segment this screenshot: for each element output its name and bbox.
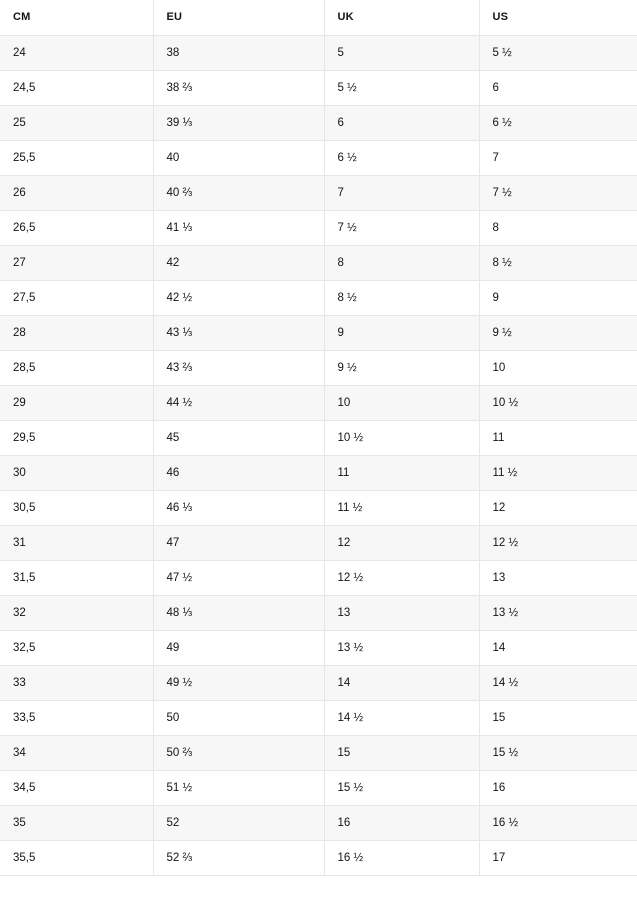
- table-cell-us: 11: [479, 420, 637, 455]
- table-cell-uk: 14: [324, 665, 479, 700]
- table-cell-eu: 52 ⅔: [153, 840, 324, 875]
- table-cell-us: 16: [479, 770, 637, 805]
- table-cell-uk: 16: [324, 805, 479, 840]
- table-cell-us: 14 ½: [479, 665, 637, 700]
- table-cell-cm: 28: [0, 315, 153, 350]
- table-cell-eu: 44 ½: [153, 385, 324, 420]
- table-cell-us: 10 ½: [479, 385, 637, 420]
- table-body: [0, 35, 637, 875]
- table-cell-us: 5 ½: [479, 35, 637, 70]
- table-cell-cm: 27: [0, 245, 153, 280]
- table-row: [0, 105, 637, 140]
- table-cell-cm: 32: [0, 595, 153, 630]
- table-cell-eu: 46: [153, 455, 324, 490]
- table-row: [0, 735, 637, 770]
- table-cell-cm: 29: [0, 385, 153, 420]
- column-header-cm: CM: [0, 0, 153, 35]
- table-cell-us: 12 ½: [479, 525, 637, 560]
- table-cell-us: 6 ½: [479, 105, 637, 140]
- table-row: [0, 210, 637, 245]
- table-cell-cm: 24: [0, 35, 153, 70]
- table-cell-eu: 39 ⅓: [153, 105, 324, 140]
- table-cell-eu: 48 ⅓: [153, 595, 324, 630]
- table-row: [0, 665, 637, 700]
- table-row: [0, 560, 637, 595]
- table-cell-eu: 42: [153, 245, 324, 280]
- table-cell-uk: 14 ½: [324, 700, 479, 735]
- table-cell-eu: 40: [153, 140, 324, 175]
- table-cell-uk: 7 ½: [324, 210, 479, 245]
- table-cell-eu: 45: [153, 420, 324, 455]
- table-cell-uk: 16 ½: [324, 840, 479, 875]
- table-cell-us: 8: [479, 210, 637, 245]
- table-cell-uk: 13 ½: [324, 630, 479, 665]
- table-row: [0, 490, 637, 525]
- table-cell-us: 11 ½: [479, 455, 637, 490]
- table-cell-cm: 30: [0, 455, 153, 490]
- table-cell-us: 15: [479, 700, 637, 735]
- table-row: [0, 315, 637, 350]
- table-cell-us: 6: [479, 70, 637, 105]
- table-cell-uk: 8: [324, 245, 479, 280]
- table-cell-cm: 33: [0, 665, 153, 700]
- column-header-eu: EU: [153, 0, 324, 35]
- table-cell-us: 9 ½: [479, 315, 637, 350]
- table-cell-eu: 51 ½: [153, 770, 324, 805]
- table-cell-eu: 42 ½: [153, 280, 324, 315]
- table-row: [0, 350, 637, 385]
- table-cell-cm: 26: [0, 175, 153, 210]
- table-cell-uk: 11: [324, 455, 479, 490]
- table-cell-uk: 6 ½: [324, 140, 479, 175]
- table-row: [0, 630, 637, 665]
- table-cell-cm: 35,5: [0, 840, 153, 875]
- table-cell-eu: 46 ⅓: [153, 490, 324, 525]
- table-cell-eu: 38: [153, 35, 324, 70]
- table-cell-us: 13: [479, 560, 637, 595]
- table-cell-us: 9: [479, 280, 637, 315]
- table-cell-uk: 8 ½: [324, 280, 479, 315]
- table-cell-uk: 9 ½: [324, 350, 479, 385]
- table-row: [0, 140, 637, 175]
- table-cell-us: 16 ½: [479, 805, 637, 840]
- table-row: [0, 35, 637, 70]
- table-cell-cm: 24,5: [0, 70, 153, 105]
- table-cell-uk: 13: [324, 595, 479, 630]
- table-row: [0, 770, 637, 805]
- table-row: [0, 805, 637, 840]
- table-row: [0, 280, 637, 315]
- table-cell-cm: 27,5: [0, 280, 153, 315]
- table-cell-cm: 30,5: [0, 490, 153, 525]
- table-cell-us: 10: [479, 350, 637, 385]
- table-cell-eu: 41 ⅓: [153, 210, 324, 245]
- table-cell-cm: 31,5: [0, 560, 153, 595]
- table-row: [0, 700, 637, 735]
- table-cell-uk: 12: [324, 525, 479, 560]
- table-cell-uk: 5 ½: [324, 70, 479, 105]
- table-row: [0, 245, 637, 280]
- table-cell-uk: 6: [324, 105, 479, 140]
- table-cell-eu: 38 ⅔: [153, 70, 324, 105]
- table-cell-us: 14: [479, 630, 637, 665]
- table-cell-us: 8 ½: [479, 245, 637, 280]
- table-row: [0, 455, 637, 490]
- table-cell-uk: 15: [324, 735, 479, 770]
- table-cell-uk: 10: [324, 385, 479, 420]
- table-cell-eu: 52: [153, 805, 324, 840]
- table-row: [0, 840, 637, 875]
- table-cell-us: 12: [479, 490, 637, 525]
- table-cell-eu: 43 ⅔: [153, 350, 324, 385]
- table-cell-cm: 35: [0, 805, 153, 840]
- table-cell-us: 7: [479, 140, 637, 175]
- table-cell-eu: 49 ½: [153, 665, 324, 700]
- table-cell-us: 13 ½: [479, 595, 637, 630]
- table-cell-cm: 28,5: [0, 350, 153, 385]
- table-cell-cm: 34: [0, 735, 153, 770]
- table-cell-uk: 7: [324, 175, 479, 210]
- table-cell-uk: 11 ½: [324, 490, 479, 525]
- table-cell-eu: 47: [153, 525, 324, 560]
- table-cell-cm: 32,5: [0, 630, 153, 665]
- table-header-row: [0, 0, 637, 35]
- table-row: [0, 420, 637, 455]
- table-cell-cm: 29,5: [0, 420, 153, 455]
- table-cell-eu: 50 ⅔: [153, 735, 324, 770]
- table-row: [0, 525, 637, 560]
- table-row: [0, 595, 637, 630]
- table-cell-uk: 5: [324, 35, 479, 70]
- table-cell-cm: 34,5: [0, 770, 153, 805]
- table-cell-eu: 40 ⅔: [153, 175, 324, 210]
- table-cell-cm: 25,5: [0, 140, 153, 175]
- table-cell-cm: 26,5: [0, 210, 153, 245]
- table-cell-cm: 33,5: [0, 700, 153, 735]
- table-cell-uk: 10 ½: [324, 420, 479, 455]
- table-cell-eu: 47 ½: [153, 560, 324, 595]
- table-row: [0, 175, 637, 210]
- table-row: [0, 385, 637, 420]
- table-cell-eu: 49: [153, 630, 324, 665]
- table-header: [0, 0, 637, 35]
- table-cell-cm: 25: [0, 105, 153, 140]
- table-cell-uk: 9: [324, 315, 479, 350]
- table-cell-us: 15 ½: [479, 735, 637, 770]
- table-cell-uk: 12 ½: [324, 560, 479, 595]
- column-header-uk: UK: [324, 0, 479, 35]
- table-cell-eu: 50: [153, 700, 324, 735]
- table-cell-uk: 15 ½: [324, 770, 479, 805]
- table-cell-eu: 43 ⅓: [153, 315, 324, 350]
- table-cell-us: 17: [479, 840, 637, 875]
- column-header-us: US: [479, 0, 637, 35]
- table-cell-us: 7 ½: [479, 175, 637, 210]
- table-cell-cm: 31: [0, 525, 153, 560]
- table-row: [0, 70, 637, 105]
